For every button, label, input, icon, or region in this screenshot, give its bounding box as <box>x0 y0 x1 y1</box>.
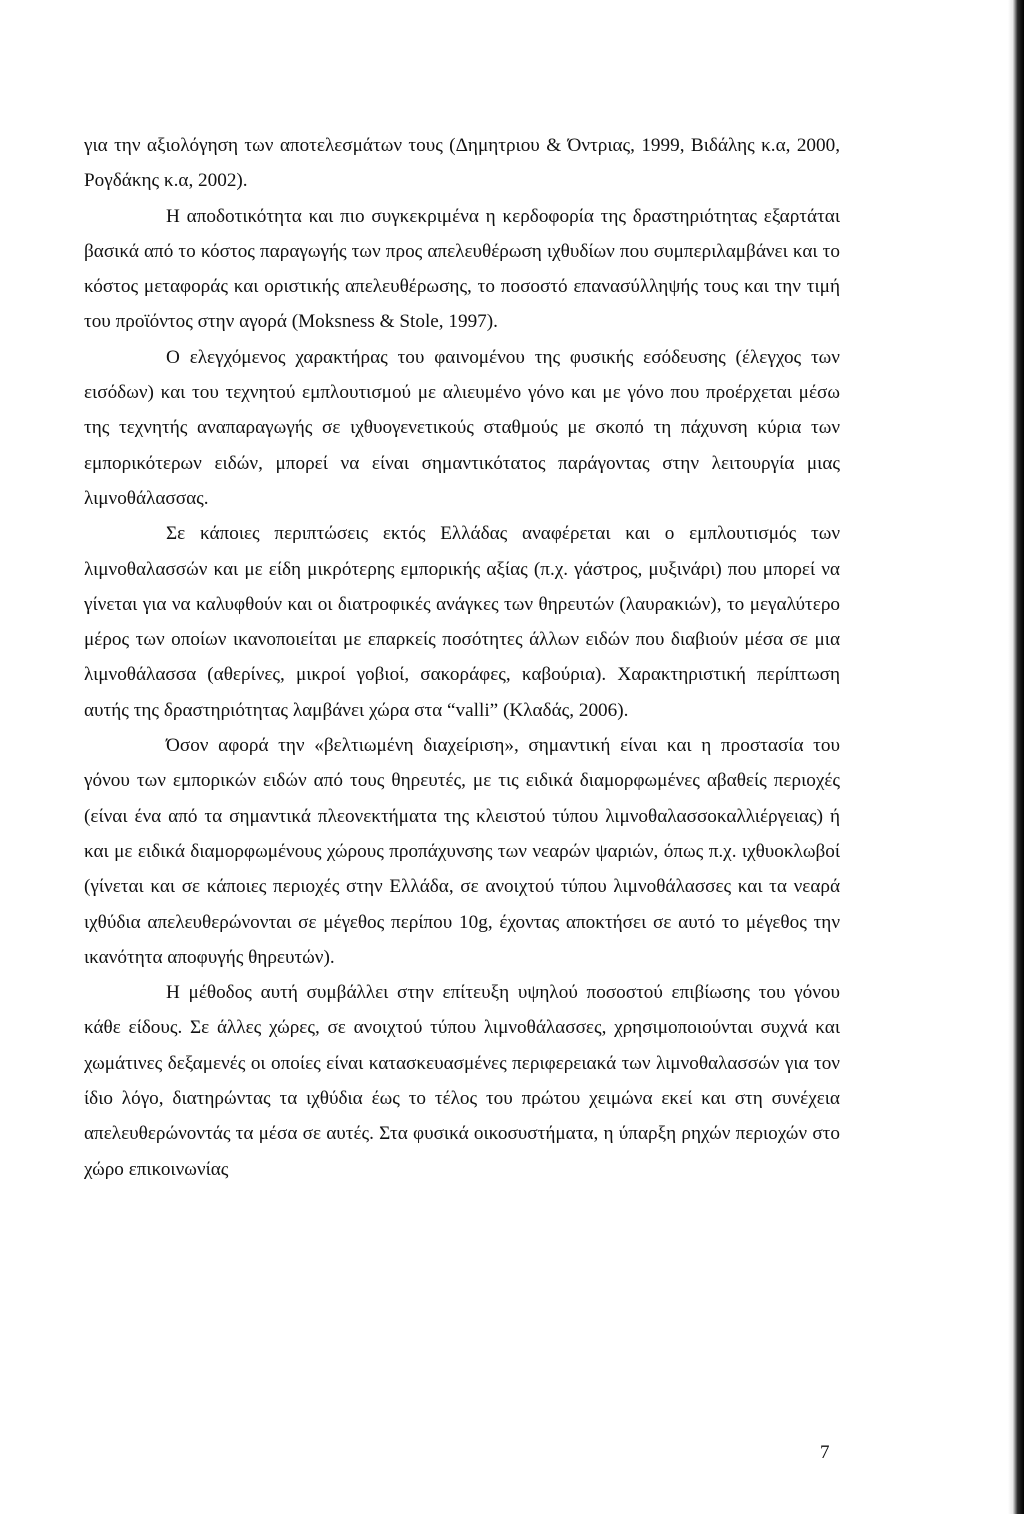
paragraph-stocking-outside-greece: Σε κάποιες περιπτώσεις εκτός Ελλάδας αναφέρεται και ο εμπλουτισμός των λιμνοθαλασσών και με είδη μικρότερης εμπορικής αξίας (π.χ. γάστρος, μυξινάρι) που μπορεί να γίνεται για να καλυφθούν και οι διατροφικές ανάγκες των θηρευτών (λαυρακιών), το μεγαλύτερο μέρος των οποίων ικανοποιείται με επαρκείς ποσότητες άλλων ειδών που διαβιούν μέσα σε μια λιμνοθάλασσα (αθερίνες, μικροί γοβιοί, σακοράφες, καβούρια). Χαρακτηριστική περίπτωση αυτής της δραστηριότητας λαμβάνει χώρα στα “valli” (Κλαδάς, 2006). <box>84 523 840 721</box>
body-text <box>84 128 840 1187</box>
scan-edge-shadow <box>1008 0 1024 1514</box>
paragraph-controlled-recruitment: Ο ελεγχόμενος χαρακτήρας του φαινομένου της φυσικής εσόδευσης (έλεγχος των εισόδων) και του τεχνητού εμπλουτισμού με αλιευμένο γόνο και με γόνο που προέρχεται μέσω της τεχνητής αναπαραγωγής σε ιχθυογενετικούς σταθμούς με σκοπό τη πάχυνση κύρια των εμπορικότερων ειδών, μπορεί να είναι σημαντικότατος παράγοντας στην λειτουργία μιας λιμνοθάλασσας. <box>84 346 840 509</box>
paragraph-method-survival: Η μέθοδος αυτή συμβάλλει στην επίτευξη υψηλού ποσοστού επιβίωσης του γόνου κάθε είδους. Σε άλλες χώρες, σε ανοιχτού τύπου λιμνοθάλασσες, χρησιμοποιούνται συχνά και χωμάτινες δεξαμενές οι οποίες είναι κατασκευασμένες περιφερειακά των λιμνοθαλασσών για τον ίδιο λόγο, διατηρώντας τα ιχθύδια έως το τέλος του πρώτου χειμώνα εκεί και στη συνέχεια απελευθερώνοντάς τα μέσα σε αυτές. Στα φυσικά οικοσυστήματα, η ύπαρξη ρηχών περιοχών στο χώρο επικοινωνίας <box>84 982 840 1180</box>
paragraph-improved-management: Όσον αφορά την «βελτιωμένη διαχείριση», σημαντική είναι και η προστασία του γόνου των εμπορικών ειδών από τους θηρευτές, με τις ειδικά διαμορφωμένες αβαθείς περιοχές (είναι ένα από τα σημαντικά πλεονεκτήματα της κλειστού τύπου λιμνοθαλασσοκαλλιέργειας) ή και με ειδικά διαμορφωμένους χώρους προπάχυνσης των νεαρών ψαριών, όπως π.χ. ιχθυοκλωβοί (γίνεται και σε κάποιες περιοχές στην Ελλάδα, σε ανοιχτού τύπου λιμνοθάλασσες και τα νεαρά ιχθύδια απελευθερώνονται σε μέγεθος περίπου 10g, έχοντας αποκτήσει σε αυτό το μέγεθος την ικανότητα αποφυγής θηρευτών). <box>84 735 840 968</box>
paragraph-continuation: για την αξιολόγηση των αποτελεσμάτων τους (Δημητριου & Όντριας, 1999, Βιδάλης κ.α, 2000, Ρογδάκης κ.α, 2002). <box>84 135 840 192</box>
page-number: 7 <box>820 1442 830 1463</box>
paragraph-profitability: Η αποδοτικότητα και πιο συγκεκριμένα η κερδοφορία της δραστηριότητας εξαρτάται βασικά από το κόστος παραγωγής των προς απελευθέρωση ιχθυδίων που συμπεριλαμβάνει και το κόστος μεταφοράς και οριστικής απελευθέρωσης, το ποσοστό επανασύλληψής τους και την τιμή του προϊόντος στην αγορά (Moksness & Stole, 1997). <box>84 205 840 333</box>
